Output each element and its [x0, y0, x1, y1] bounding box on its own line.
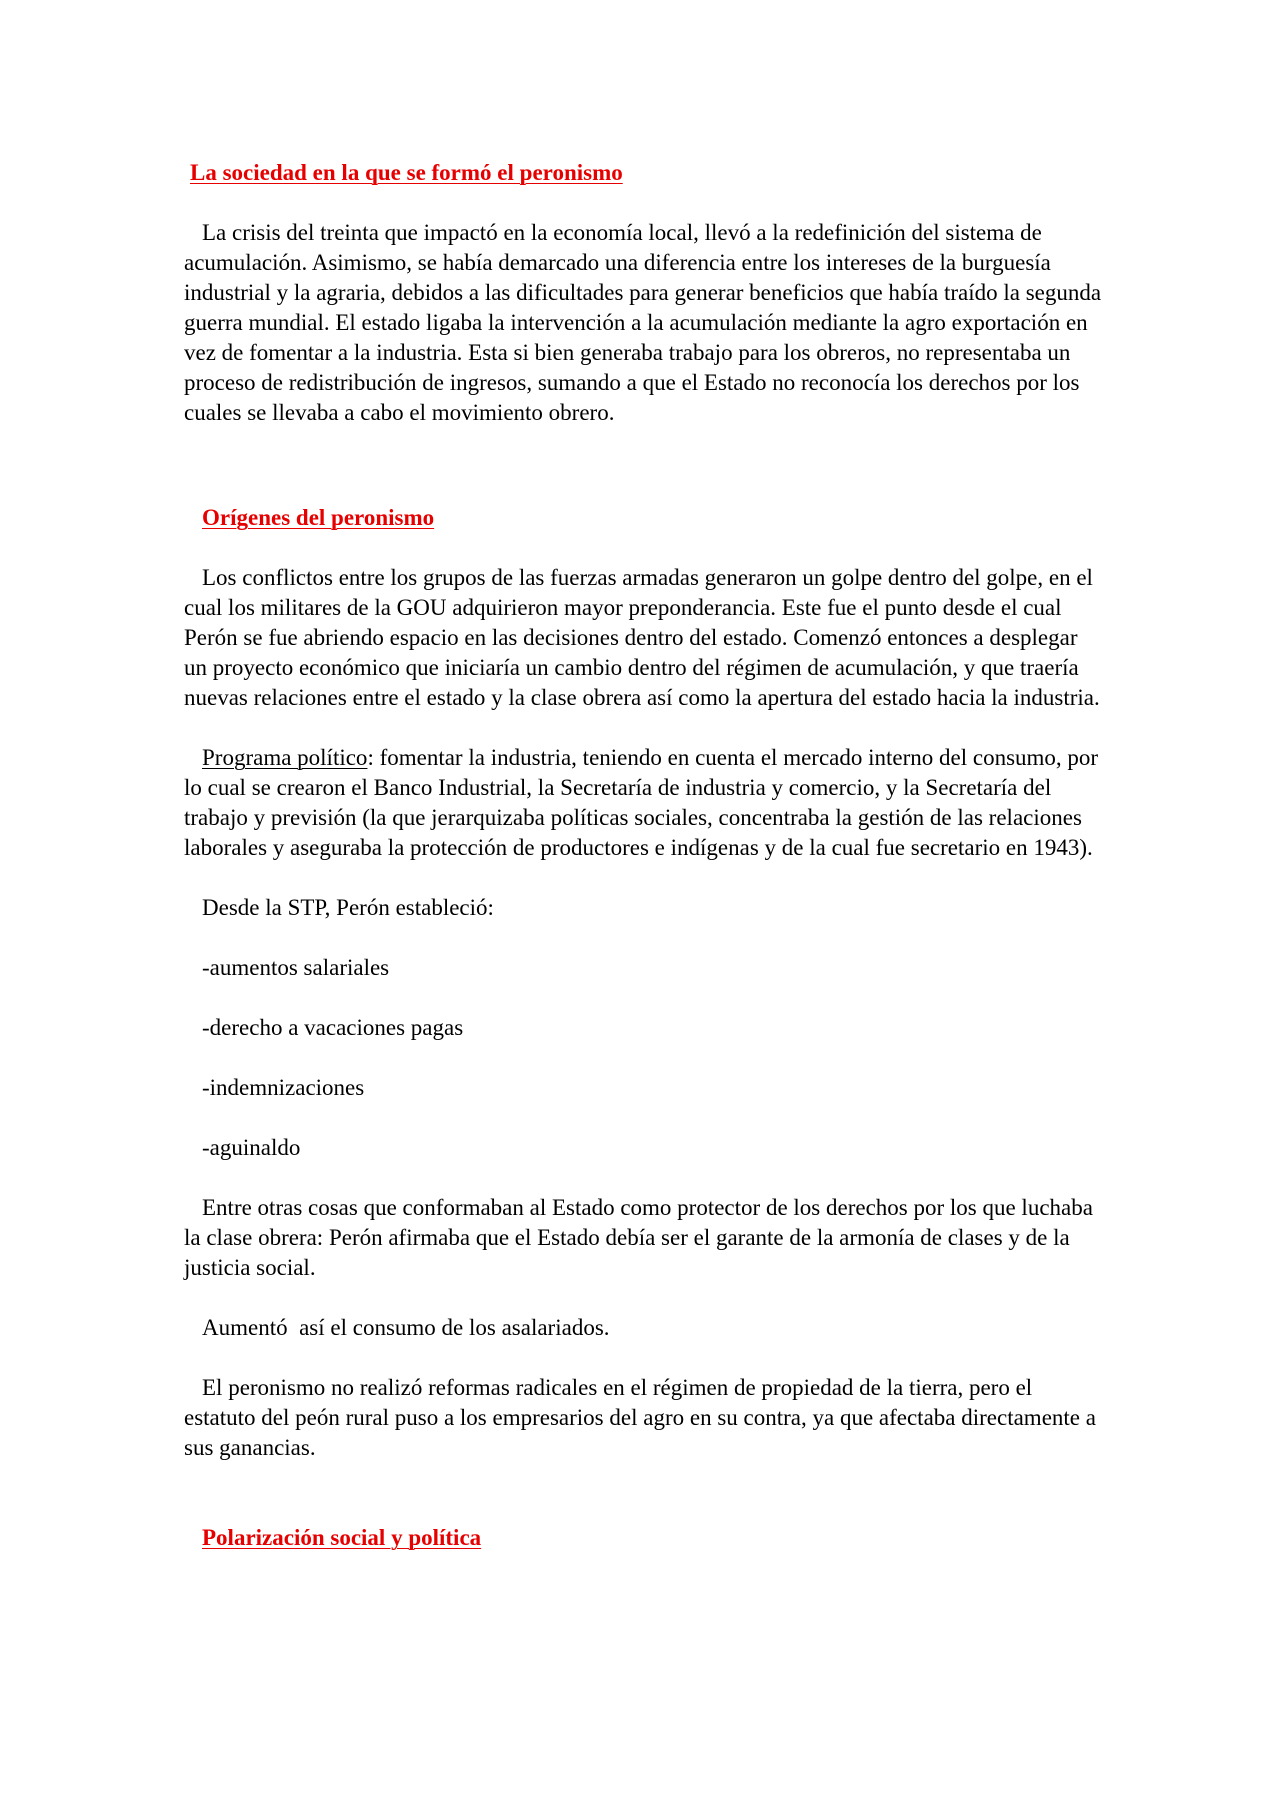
section-heading-sociedad: La sociedad en la que se formó el peronismo: [190, 160, 623, 185]
spacer: [184, 1103, 1104, 1133]
list-item: -derecho a vacaciones pagas: [202, 1015, 464, 1040]
program-text: : fomentar la industria, teniendo en cuenta el mercado interno del consumo, por lo cual se crearon el Banco Industrial, la Secretaría de industria y comercio, y la Secretaría del trabajo y previsión (la que jerarquizaba políticas sociales, concentraba la gestión de las relaciones laborales y aseguraba la protección de productores e indígenas y de la cual fue secretario en 1943).: [184, 745, 1099, 860]
spacer: [184, 1343, 1104, 1373]
list-item: -indemnizaciones: [202, 1075, 365, 1100]
paragraph-consumo: Aumentó así el consumo de los asalariados.: [202, 1315, 610, 1340]
spacer: [184, 713, 1104, 743]
section-heading-polarizacion: Polarización social y política: [202, 1525, 482, 1550]
section-heading-origenes: Orígenes del peronismo: [202, 505, 435, 530]
spacer: [184, 863, 1104, 893]
paragraph-crisis: La crisis del treinta que impactó en la economía local, llevó a la redefinición del sistema de acumulación. Asimismo, se había demarcado una diferencia entre los intereses de la burguesía industrial y la agraria, debidos a las dificultades para generar beneficios que había traído la segunda guerra mundial. El estado ligaba la intervención a la acumulación mediante la agro exportación en vez de fomentar a la industria. Esta si bien generaba trabajo para los obreros, no representaba un proceso de redistribución de ingresos, sumando a que el Estado no reconocía los derechos por los cuales se llevaba a cabo el movimiento obrero.: [184, 220, 1102, 425]
paragraph-estado-protector: Entre otras cosas que conformaban al Estado como protector de los derechos por los que luchaba la clase obrera: Perón afirmaba que el Estado debía ser el garante de la armonía de clases y de la justicia social.: [184, 1195, 1093, 1280]
paragraph-reformas: El peronismo no realizó reformas radicales en el régimen de propiedad de la tierra, pero el estatuto del peón rural puso a los empresarios del agro en su contra, ya que afectaba directamente a sus ganancias.: [184, 1375, 1096, 1460]
spacer: [184, 428, 1104, 503]
paragraph-stp-intro: Desde la STP, Perón estableció:: [202, 895, 494, 920]
paragraph-conflictos: Los conflictos entre los grupos de las fuerzas armadas generaron un golpe dentro del golpe, en el cual los militares de la GOU adquirieron mayor preponderancia. Este fue el punto desde el cual Perón se fue abriendo espacio en las decisiones dentro del estado. Comenzó entonces a desplegar un proyecto económico que iniciaría un cambio dentro del régimen de acumulación, y que traería nuevas relaciones entre el estado y la clase obrera así como la apertura del estado hacia la industria.: [184, 565, 1100, 710]
spacer: [184, 1043, 1104, 1073]
document-body: [184, 158, 1104, 1553]
spacer: [184, 923, 1104, 953]
list-item: -aumentos salariales: [202, 955, 390, 980]
spacer: [184, 533, 1104, 563]
spacer: [184, 1163, 1104, 1193]
spacer: [184, 983, 1104, 1013]
list-item: -aguinaldo: [202, 1135, 301, 1160]
spacer: [184, 1463, 1104, 1523]
spacer: [184, 188, 1104, 218]
paragraph-programa: [184, 743, 1104, 863]
spacer: [184, 1283, 1104, 1313]
program-label: Programa político: [202, 745, 368, 770]
